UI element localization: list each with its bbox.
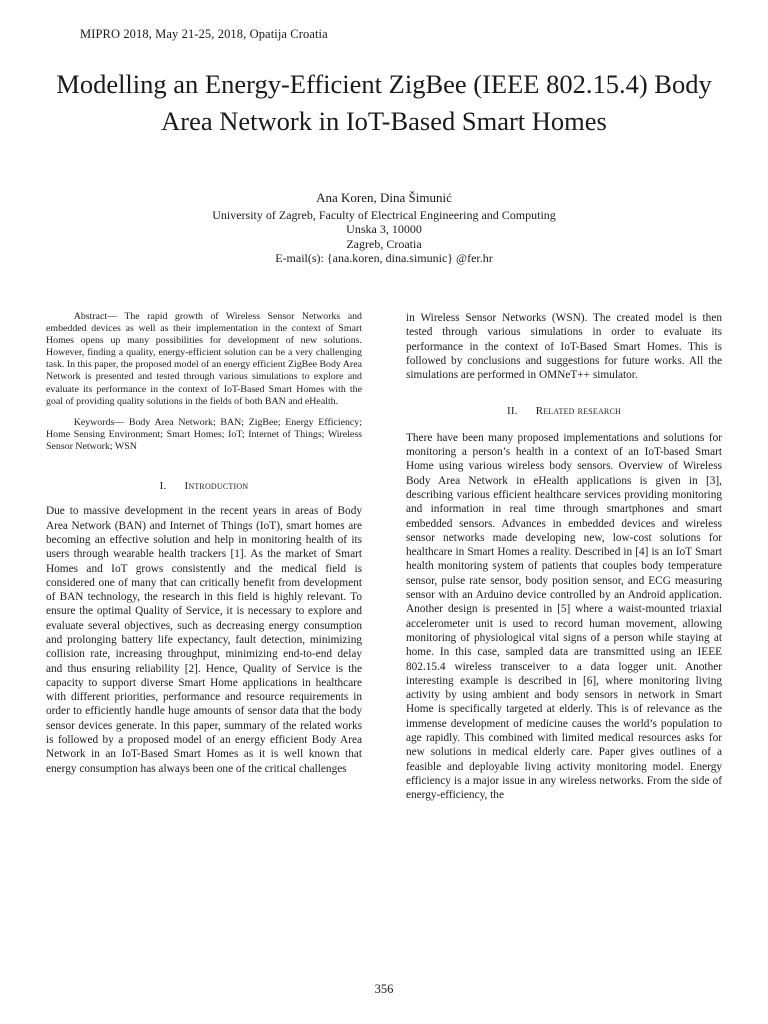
section-title: Introduction (184, 480, 249, 493)
left-column (46, 311, 362, 776)
author-affiliation: University of Zagreb, Faculty of Electrical Engineering and Computing (212, 207, 556, 222)
section-heading-introduction (46, 479, 362, 493)
author-city: Zagreb, Croatia (346, 236, 422, 251)
related-research-paragraph: There have been many proposed implementations and solutions for monitoring a person’s health in a context of an IoT-based Smart Home using various wireless body sensors. Overview of Wireless Body Area Network in eHealth applications is given in [3], describing various efficient healthcare services providing monitoring and information in real time through smartphones and smart embedded sensors. Advances in embedded devices and wireless sensor networks made developing new, low-cost solutions for healthcare in Smart Homes a reality. Described in [4] is an IoT Smart health monitoring system of patients that couples body temperature sensor, pulse rate sensor, body position sensor, and ECG measuring sensor with an Arduino device controlled by an Android application. Another design is presented in [5] where a waist-mounted triaxial accelerometer unit is used to record human movement, allowing monitoring of physiological vital signs of a person while staying at home. In this case, sampled data are transmitted using an IEEE 802.15.4 wireless transceiver to a data logger unit. Another interesting example is described in [6], where monitoring living activity by using ambient and body sensors in network in Smart Home is specifically targeted at elderly. This is of relevance as the immense development of medicine causes the world’s population to age rapidly. This combined with limited medical resources asks for new solutions in medical elderly care. Paper gives outlines of a feasible and deployable living activity monitoring model. Energy efficiency is a major issue in any wireless networks. From the side of energy-efficiency, the (406, 431, 722, 802)
introduction-paragraph: Due to massive development in the recent years in areas of Body Area Network (BAN) and Internet of Things (IoT), smart homes are becoming an effective solution and help in monitoring health of its users through wearable health trackers [1]. As the market of Smart Homes and IoT grows consistently and the medical field is considered one of many that can critically benefit from development of BAN technology, the research in this field is highly relevant. To ensure the optimal Quality of Service, it is necessary to explore and evaluate several objectives, such as decreasing energy consumption and prolonging battery life expectancy, fault detection, minimizing collision rate, increasing throughput, minimizing end-to-end delay and thus ensuring reliability [2]. Hence, Quality of Service is the capacity to support diverse Smart Home applications in healthcare with different priorities, performance and resource requirements in order to efficiently handle huge amounts of sensor data that the body sensor devices generate. In this paper, summary of the related works is followed by a proposed model of an energy efficient Body Area Network in an IoT-Based Smart Homes as it is well known that energy consumption has always been one of the critical challenges (46, 505, 362, 775)
paper-title: Modelling an Energy-Efficient ZigBee (IEEE 802.15.4) Body Area Network in IoT-Based Smart Homes (56, 69, 712, 136)
abstract: Abstract— The rapid growth of Wireless Sensor Networks and embedded devices as well as their implementation in the context of Smart Homes opens up many possibilities for development of new solutions. However, finding a quality, energy-efficient solution can be a very challenging task. In this paper, the proposed model of an energy efficient ZigBee Body Area Network is presented and tested through various simulations to explore and evaluate its performance in the context of IoT-Based Smart Homes with the goal of providing quality solutions in the fields of both BAN and eHealth. (46, 311, 362, 407)
author-email: E-mail(s): {ana.koren, dina.simunic} @fer.hr (275, 251, 493, 266)
section-number: II. (507, 405, 518, 418)
author-street: Unska 3, 10000 (346, 222, 422, 237)
author-names: Ana Koren, Dina Šimunić (316, 190, 452, 205)
page-number: 356 (374, 982, 394, 996)
conference-header: MIPRO 2018, May 21-25, 2018, Opatija Croatia (80, 27, 328, 41)
right-column (406, 311, 722, 803)
introduction-continuation: in Wireless Sensor Networks (WSN). The created model is then tested through various simulations in order to evaluate its performance in the context of IoT-Based Smart Homes. This is followed by conclusions and suggestions for future works. All the simulations are performed in OMNeT++ simulator. (406, 312, 722, 382)
section-number: I. (159, 480, 167, 493)
keywords: Keywords— Body Area Network; BAN; ZigBee; Energy Efficiency; Home Sensing Environment; Smart Homes; IoT; Internet of Things; Wireless Sensor Network; WSN (46, 416, 362, 452)
author-block (84, 191, 684, 266)
section-heading-related-research (406, 404, 722, 418)
section-title: Related research (535, 405, 621, 418)
